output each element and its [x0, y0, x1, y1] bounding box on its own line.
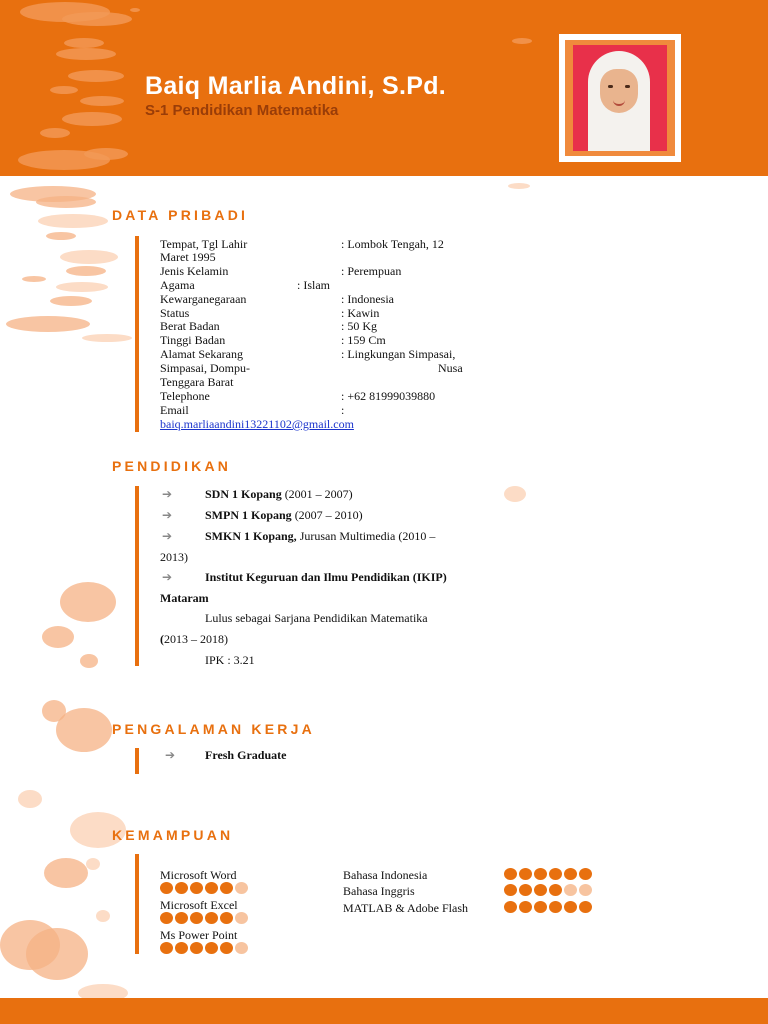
rating-dot-filled — [205, 882, 218, 894]
rating-dot-filled — [205, 942, 218, 954]
rating-dot-filled — [160, 912, 173, 924]
skill-rating — [504, 901, 592, 913]
status-label: Status — [160, 306, 190, 320]
rating-dot-empty — [235, 942, 248, 954]
section-bar — [135, 236, 139, 432]
email-colon: : — [341, 403, 345, 417]
rating-dot-filled — [190, 942, 203, 954]
decor-bubble — [82, 334, 132, 342]
rating-dot-filled — [190, 912, 203, 924]
school-name: SDN 1 Kopang — [205, 487, 282, 501]
rating-dot-filled — [175, 912, 188, 924]
decor-bubble — [56, 48, 116, 60]
decor-bubble — [42, 626, 74, 648]
status-value: : Kawin — [341, 306, 380, 320]
rating-dot-filled — [579, 901, 592, 913]
graduation-years: (2013 – 2018) — [160, 632, 228, 646]
address-value-cont-b: Nusa — [438, 361, 463, 375]
profile-photo — [573, 45, 667, 151]
section-title-pendidikan: PENDIDIKAN — [112, 458, 232, 474]
skill-rating — [160, 912, 248, 924]
address-value-cont2: Tenggara Barat — [160, 375, 234, 389]
school-detail: Jurusan Multimedia (2010 – — [296, 529, 436, 543]
decor-bubble — [86, 858, 100, 870]
section-title-data-pribadi: DATA PRIBADI — [112, 207, 249, 223]
school-name: Institut Keguruan dan Ilmu Pendidikan (IKIP) — [205, 570, 447, 584]
decor-bubble — [64, 38, 104, 48]
email-link[interactable]: baiq.marliaandini13221102@gmail.com — [160, 417, 354, 431]
section-title-pengalaman: PENGALAMAN KERJA — [112, 721, 315, 737]
decor-bubble — [22, 276, 46, 282]
section-bar — [135, 854, 139, 954]
decor-bubble — [68, 70, 124, 82]
arrow-right-icon: ➔ — [162, 508, 173, 522]
decor-bubble — [46, 232, 76, 240]
rating-dot-filled — [534, 901, 547, 913]
degree-subtitle: S-1 Pendidikan Matematika — [145, 102, 339, 119]
decor-bubble — [130, 8, 140, 12]
arrow-right-icon: ➔ — [162, 487, 173, 501]
gender-value: : Perempuan — [341, 264, 402, 278]
rating-dot-filled — [220, 942, 233, 954]
decor-bubble — [504, 486, 526, 502]
address-value: : Lingkungan Simpasai, — [341, 347, 456, 361]
person-name: Baiq Marlia Andini, S.Pd. — [145, 72, 447, 100]
skill-rating — [160, 942, 248, 954]
arrow-right-icon: ➔ — [165, 748, 176, 762]
height-value: : 159 Cm — [341, 333, 386, 347]
school-name: SMKN 1 Kopang, — [205, 529, 297, 543]
section-bar — [135, 486, 139, 666]
decor-bubble — [62, 12, 132, 26]
rating-dot-filled — [549, 901, 562, 913]
nationality-label: Kewarganegaraan — [160, 292, 247, 306]
birth-value-cont: Maret 1995 — [160, 250, 216, 264]
rating-dot-filled — [220, 912, 233, 924]
rating-dot-filled — [504, 901, 517, 913]
height-label: Tinggi Badan — [160, 333, 226, 347]
school-city: Mataram — [160, 591, 209, 605]
decor-bubble — [18, 790, 42, 808]
nationality-value: : Indonesia — [341, 292, 394, 306]
decor-bubble — [66, 266, 106, 276]
section-bar — [135, 748, 139, 774]
decor-bubble — [6, 316, 90, 332]
gpa: IPK : 3.21 — [205, 653, 255, 667]
skill-label: Bahasa Indonesia — [343, 868, 428, 882]
decor-bubble — [40, 128, 70, 138]
rating-dot-filled — [549, 884, 562, 896]
decor-bubble — [38, 214, 108, 228]
decor-bubble — [60, 582, 116, 622]
rating-dot-filled — [534, 884, 547, 896]
skill-label: Microsoft Word — [160, 868, 237, 882]
list-item — [205, 508, 363, 523]
decor-bubble — [56, 282, 108, 292]
decor-bubble — [26, 928, 88, 980]
address-label: Alamat Sekarang — [160, 347, 243, 361]
skill-rating — [504, 884, 592, 896]
decor-bubble — [84, 148, 128, 160]
rating-dot-filled — [504, 868, 517, 880]
decor-bubble — [96, 910, 110, 922]
rating-dot-filled — [549, 868, 562, 880]
phone-label: Telephone — [160, 389, 210, 403]
skill-rating — [160, 882, 248, 894]
rating-dot-empty — [235, 882, 248, 894]
decor-bubble — [60, 250, 118, 264]
arrow-right-icon: ➔ — [162, 570, 173, 584]
rating-dot-filled — [205, 912, 218, 924]
rating-dot-filled — [519, 884, 532, 896]
rating-dot-filled — [160, 882, 173, 894]
rating-dot-filled — [190, 882, 203, 894]
arrow-right-icon: ➔ — [162, 529, 173, 543]
decor-bubble — [50, 296, 92, 306]
decor-bubble — [80, 654, 98, 668]
footer-banner — [0, 998, 768, 1024]
rating-dot-filled — [519, 901, 532, 913]
school-name: SMPN 1 Kopang — [205, 508, 292, 522]
rating-dot-filled — [564, 868, 577, 880]
birth-label: Tempat, Tgl Lahir — [160, 237, 248, 251]
header-banner — [0, 0, 768, 176]
rating-dot-filled — [175, 942, 188, 954]
rating-dot-filled — [175, 882, 188, 894]
decor-bubble — [80, 96, 124, 106]
rating-dot-filled — [534, 868, 547, 880]
rating-dot-empty — [235, 912, 248, 924]
decor-bubble — [44, 858, 88, 888]
skill-label: Bahasa Inggris — [343, 884, 415, 898]
school-years: (2001 – 2007) — [281, 487, 353, 501]
decor-bubble — [50, 86, 78, 94]
decor-bubble — [36, 196, 96, 208]
rating-dot-filled — [504, 884, 517, 896]
decor-bubble — [62, 112, 122, 126]
religion-label: Agama — [160, 278, 195, 292]
school-years: (2007 – 2010) — [291, 508, 363, 522]
list-item — [205, 570, 447, 585]
section-title-kemampuan: KEMAMPUAN — [112, 827, 234, 843]
email-label: Email — [160, 403, 189, 417]
address-value-cont: Simpasai, Dompu- — [160, 361, 250, 375]
decor-bubble — [56, 708, 112, 752]
rating-dot-filled — [160, 942, 173, 954]
skill-label: MATLAB & Adobe Flash — [343, 901, 469, 915]
skill-label: Microsoft Excel — [160, 898, 238, 912]
graduation-text: Lulus sebagai Sarjana Pendidikan Matematika — [205, 611, 428, 625]
rating-dot-filled — [220, 882, 233, 894]
experience-item: Fresh Graduate — [205, 748, 287, 762]
gender-label: Jenis Kelamin — [160, 264, 229, 278]
skill-rating — [504, 868, 592, 880]
school-detail-cont: 2013) — [160, 550, 188, 564]
skill-label: Ms Power Point — [160, 928, 238, 942]
weight-value: : 50 Kg — [341, 319, 377, 333]
birth-value: : Lombok Tengah, 12 — [341, 237, 444, 251]
rating-dot-empty — [579, 884, 592, 896]
religion-value: : Islam — [297, 278, 330, 292]
profile-photo-frame — [559, 34, 681, 162]
rating-dot-empty — [564, 884, 577, 896]
decor-bubble — [508, 183, 530, 189]
rating-dot-filled — [519, 868, 532, 880]
list-item — [205, 487, 353, 502]
rating-dot-filled — [564, 901, 577, 913]
weight-label: Berat Badan — [160, 319, 220, 333]
list-item — [205, 529, 435, 544]
phone-value: : +62 81999039880 — [341, 389, 436, 403]
rating-dot-filled — [579, 868, 592, 880]
decor-bubble — [512, 38, 532, 44]
